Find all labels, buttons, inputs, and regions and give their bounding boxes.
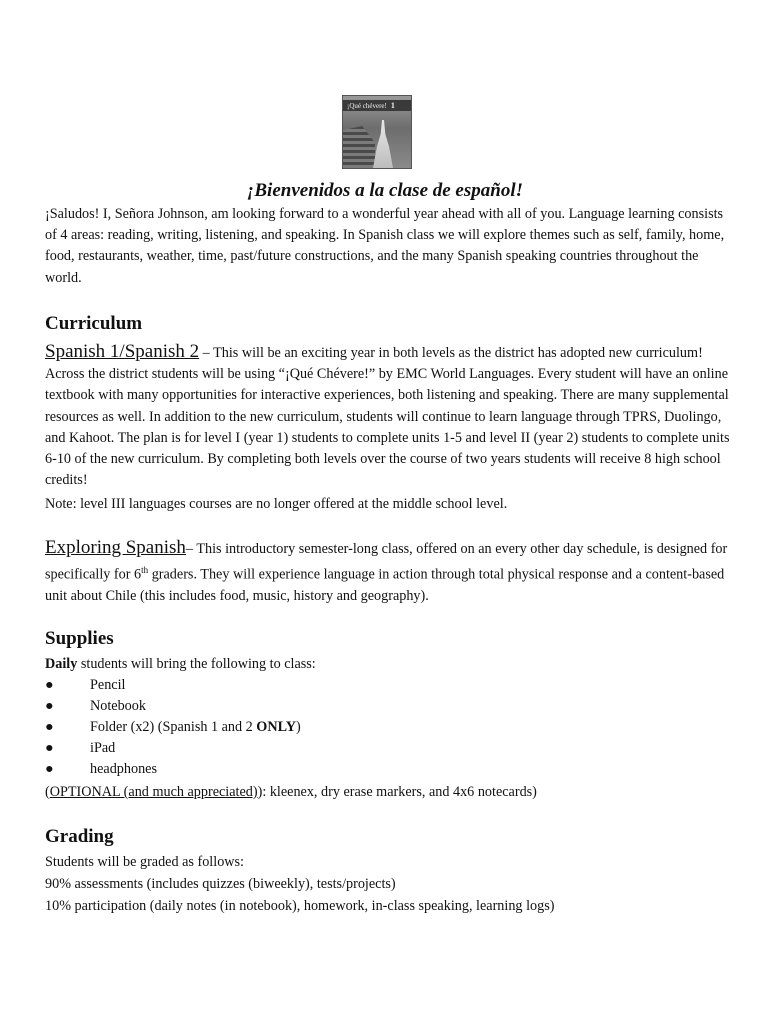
grading-heading: Grading [45,826,114,847]
cover-rocks-graphic [343,126,375,168]
spanish12-text: This will be an exciting year in both levels as the district has adopted new curriculum! Across the district students will be using “¡Qué Chévere!” by EMC World Languages. Every student will have an online textbook with many opportunities for interactive experiences, both listening and speaking. There are many supplemental resources as well. In addition to the new curriculum, students will continue to learn language through TPRS, Duolingo, and Kahoot. The plan is for level I (year 1) students to complete units 1-5 and level II (year 2) students to complete units 6-10 of the new curriculum. By completing both levels over the course of two years students will receive 8 high school credits! [45,345,730,489]
spanish12-title: Spanish 1/Spanish 2 [45,341,200,362]
intro-paragraph: ¡Saludos! I, Señora Johnson, am looking forward to a wonderful year ahead with all of you. Language learning consists of 4 areas: reading, writing, listening, and speaking. In Spanish class we will explore themes such as self, family, home, food, restaurants, weather, time, past/future constructions, and the many Spanish speaking countries throughout the world. [45,206,725,286]
cover-title: ¡Qué chévere! [347,102,387,110]
spanish12-paragraph [45,341,735,491]
bullet-icon: ● [45,719,54,735]
grading-line-participation: 10% participation (daily notes (in notebook), homework, in-class speaking, learning logs) [45,898,555,914]
optional-supplies [45,782,537,803]
exploring-text-a: This introductory semester-long class, offered on an every other day schedule, is designed for specifically for 6 [45,541,728,583]
list-item [45,759,157,780]
supplies-heading: Supplies [45,628,114,649]
exploring-sup: th [141,565,149,576]
exploring-dash: – [185,541,197,557]
folder-only-bold: ONLY [256,719,296,735]
optional-label: OPTIONAL (and much appreciated) [49,784,258,800]
cover-level: 1 [390,101,395,110]
list-item [45,696,146,717]
bullet-icon: ● [45,761,54,777]
supply-item-pencil: Pencil [90,677,126,693]
folder-close-paren: ) [295,719,301,735]
bullet-icon: ● [45,698,54,714]
bullet-icon: ● [45,740,54,756]
textbook-cover-image [342,95,412,169]
supply-item-ipad: iPad [90,740,116,756]
welcome-title: ¡Bienvenidos a la clase de español! [246,180,524,201]
cover-tower-graphic [373,120,393,168]
exploring-paragraph [45,537,735,607]
supply-item-headphones: headphones [90,761,157,777]
curriculum-heading: Curriculum [45,313,143,334]
grading-line-assessments: 90% assessments (includes quizzes (biweekly), tests/projects) [45,876,396,892]
daily-bold: Daily [45,656,78,672]
exploring-text-b: graders. They will experience language in action through total physical response and a content-based unit about Chile (this includes food, music, history and geography). [45,566,725,605]
bullet-icon: ● [45,677,54,693]
list-item [45,738,115,759]
exploring-title: Exploring Spanish [45,537,186,558]
daily-rest: students will bring the following to class: [77,656,316,672]
supply-item-notebook: Notebook [90,698,146,714]
optional-rest: ): kleenex, dry erase markers, and 4x6 notecards) [257,784,537,800]
optional-open-paren: ( [45,784,50,800]
supplies-intro [45,654,316,675]
supply-item-folder: Folder (x2) (Spanish 1 and 2 [90,719,257,735]
spanish12-dash: – [199,345,214,361]
grading-intro: Students will be graded as follows: [45,854,244,870]
level3-note: Note: level III languages courses are no longer offered at the middle school level. [45,496,508,512]
cover-title-band [343,100,411,111]
list-item [45,675,125,696]
list-item [45,717,301,738]
